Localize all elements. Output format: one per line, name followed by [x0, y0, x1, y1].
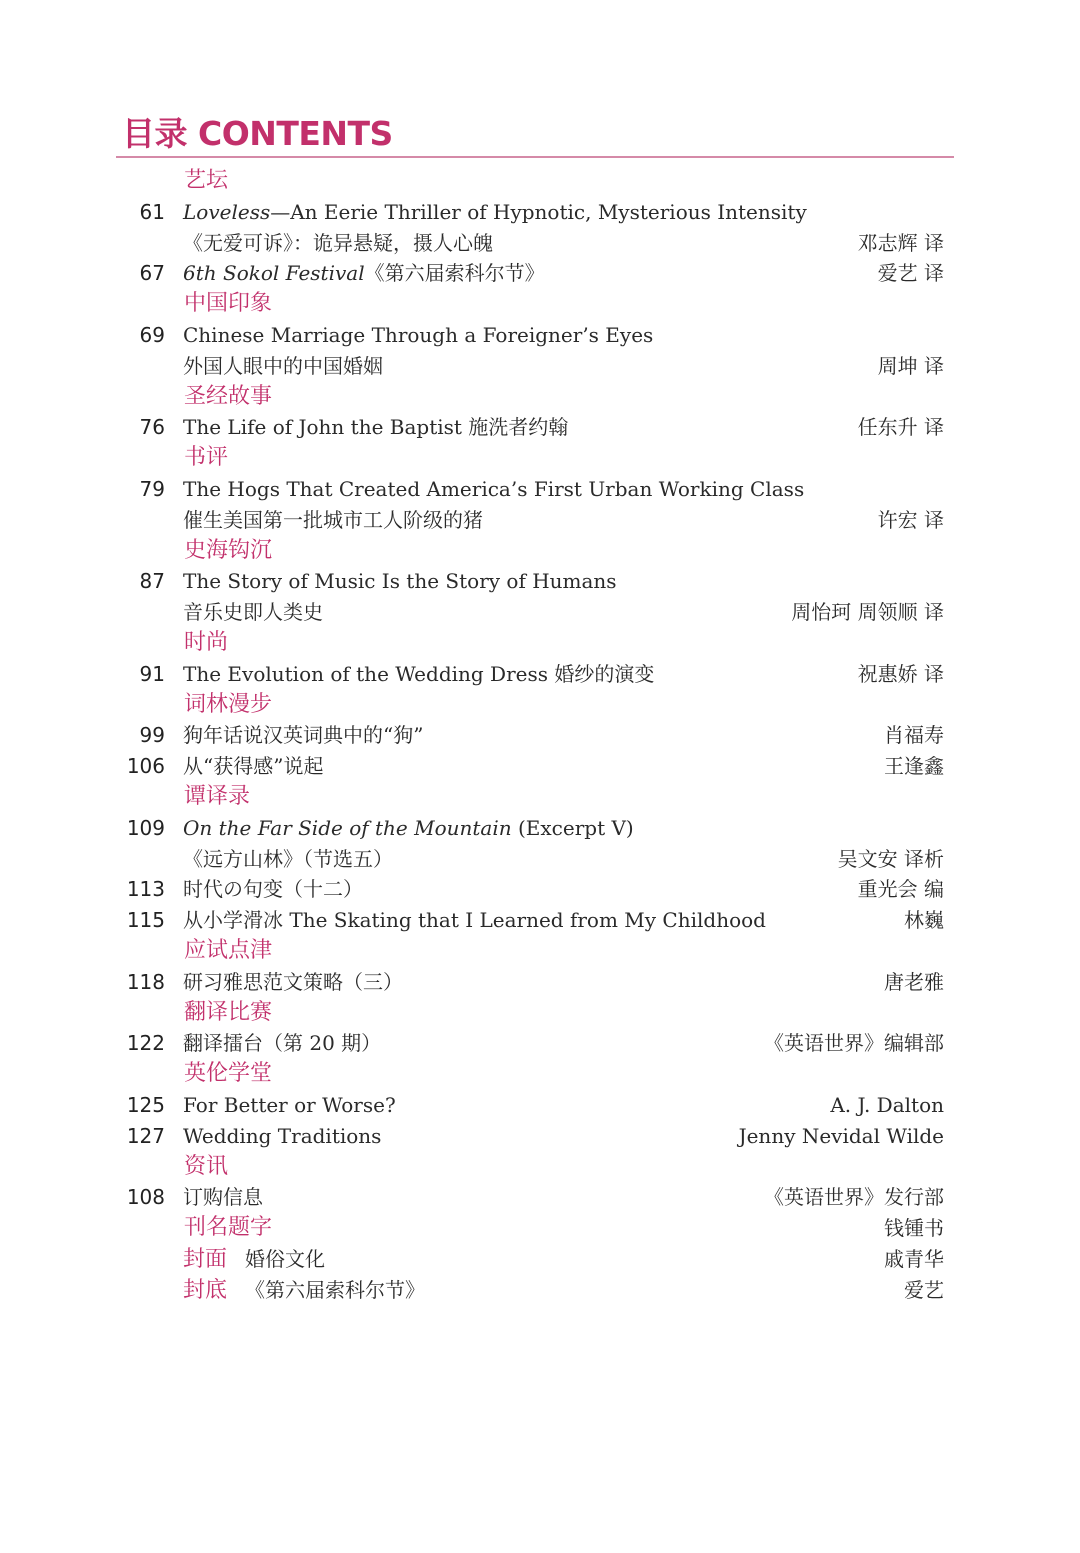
entry-title: For Better or Worse? [183, 1092, 396, 1117]
entry-author: 肖福寿 [884, 723, 944, 748]
entry-author: 吴文安 译析 [837, 846, 944, 871]
toc-entry[interactable] [0, 967, 1080, 998]
page-number: 108 [126, 1185, 165, 1210]
entry-title: The Story of Music Is the Story of Humans [183, 569, 617, 594]
entry-title-italic: Loveless [183, 199, 271, 224]
entry-author: 周怡珂 周领顺 译 [791, 600, 944, 625]
credit-author: 爱艺 [904, 1277, 944, 1302]
toc-entry[interactable] [0, 197, 1080, 228]
toc-entry-cont [0, 844, 1080, 875]
entry-title: 狗年话说汉英词典中的“狗” [183, 723, 424, 748]
entry-title: The Hogs That Created America’s First Urban Working Class [183, 476, 805, 501]
section-heading: 谭译录 [184, 783, 251, 809]
section-heading-row [0, 382, 1080, 413]
toc-entry[interactable] [0, 659, 1080, 690]
entry-author: 林巍 [904, 908, 944, 933]
toc-entry[interactable] [0, 1028, 1080, 1059]
toc-entry[interactable] [0, 720, 1080, 751]
toc-entry[interactable] [0, 905, 1080, 936]
toc-entry[interactable] [0, 1090, 1080, 1121]
page-number: 69 [139, 322, 165, 347]
entry-author: 《英语世界》发行部 [764, 1185, 944, 1210]
toc-entry[interactable] [0, 751, 1080, 782]
page-number: 99 [139, 723, 165, 748]
credit-author: 戚青华 [884, 1246, 944, 1271]
page-number: 109 [126, 815, 165, 840]
toc-entry[interactable] [0, 1121, 1080, 1152]
toc-entry[interactable] [0, 258, 1080, 289]
entry-author: A. J. Dalton [830, 1092, 944, 1117]
entry-title-rest: 《第六届索科尔节》 [364, 261, 545, 286]
entry-title: 订购信息 [183, 1185, 263, 1210]
entry-title: Chinese Marriage Through a Foreigner’s Eyes [183, 322, 654, 347]
credit-author: 钱锺书 [884, 1216, 944, 1241]
section-heading-row [0, 998, 1080, 1029]
entry-author: 王逢鑫 [884, 754, 944, 779]
page-number: 125 [126, 1092, 165, 1117]
page-number: 87 [139, 569, 165, 594]
section-heading-row [0, 782, 1080, 813]
entry-title-italic: 6th Sokol Festival [183, 261, 365, 286]
page-title: 目录 CONTENTS [122, 114, 393, 153]
page-number: 115 [126, 908, 165, 933]
page-number: 122 [126, 1031, 165, 1056]
section-heading-row [0, 628, 1080, 659]
page-number: 118 [126, 969, 165, 994]
section-heading-row [0, 936, 1080, 967]
section-heading: 中国印象 [184, 291, 273, 317]
entry-title: 翻译擂台（第 20 期） [183, 1031, 382, 1056]
entry-subtitle: 《无爱可诉》：诡异悬疑，摄人心魄 [183, 230, 493, 255]
entry-author: 邓志辉 译 [857, 230, 944, 255]
section-heading-row [0, 690, 1080, 721]
table-of-contents [0, 166, 1080, 1305]
credit-row [0, 1244, 1080, 1275]
entry-author: 《英语世界》编辑部 [764, 1031, 944, 1056]
entry-author: 周坤 译 [877, 353, 944, 378]
toc-entry[interactable] [0, 566, 1080, 597]
toc-entry[interactable] [0, 474, 1080, 505]
toc-entry-cont [0, 597, 1080, 628]
cover-label: 封面 [183, 1246, 228, 1272]
page-number: 76 [139, 415, 165, 440]
page-number: 79 [139, 476, 165, 501]
entry-subtitle: 外国人眼中的中国婚姻 [183, 353, 383, 378]
section-heading: 应试点津 [184, 937, 273, 963]
entry-title: The Evolution of the Wedding Dress 婚纱的演变 [183, 661, 655, 686]
entry-title [183, 197, 807, 227]
page-number: 106 [126, 754, 165, 779]
entry-subtitle: 《远方山林》（节选五） [183, 846, 393, 871]
page-number: 113 [126, 877, 165, 902]
section-heading: 刊名题字 [184, 1215, 273, 1241]
entry-title: The Life of John the Baptist 施洗者约翰 [183, 415, 569, 440]
section-heading: 史海钩沉 [184, 537, 273, 563]
toc-entry-cont [0, 228, 1080, 259]
toc-entry[interactable] [0, 813, 1080, 844]
entry-author: 重光会 编 [857, 877, 944, 902]
entry-title-rest: (Excerpt V) [511, 815, 634, 840]
credit-row [0, 1213, 1080, 1244]
entry-author: 许宏 译 [877, 507, 944, 532]
entry-title [183, 813, 634, 843]
entry-title: 从“获得感”说起 [183, 754, 324, 779]
toc-entry[interactable] [0, 412, 1080, 443]
entry-title: 研习雅思范文策略（三） [183, 969, 403, 994]
entry-author: 任东升 译 [857, 415, 944, 440]
section-heading-row [0, 443, 1080, 474]
section-heading: 艺坛 [184, 168, 229, 193]
entry-author: 爱艺 译 [877, 261, 944, 286]
back-cover-title: 《第六届索科尔节》 [245, 1277, 426, 1302]
toc-entry[interactable] [0, 874, 1080, 905]
cover-title: 婚俗文化 [245, 1246, 326, 1271]
entry-title: 从小学滑冰 The Skating that I Learned from My Childhood [183, 908, 766, 933]
page-number: 61 [139, 199, 165, 224]
section-heading: 英伦学堂 [184, 1061, 273, 1087]
toc-entry[interactable] [0, 1182, 1080, 1213]
section-heading-row [0, 289, 1080, 320]
title-divider [116, 156, 954, 158]
entry-author: Jenny Nevidal Wilde [738, 1123, 944, 1148]
section-heading: 资讯 [184, 1153, 229, 1179]
toc-entry[interactable] [0, 320, 1080, 351]
section-heading: 词林漫步 [184, 691, 273, 717]
entry-title: 时代の句变（十二） [183, 877, 363, 902]
entry-title [183, 258, 545, 288]
entry-title: Wedding Traditions [183, 1123, 382, 1148]
entry-title-rest: —An Eerie Thriller of Hypnotic, Mysterious Intensity [270, 199, 807, 224]
section-heading: 翻译比赛 [184, 999, 273, 1025]
credit-line [183, 1275, 425, 1306]
entry-author: 唐老雅 [884, 969, 944, 994]
section-heading-row [0, 1059, 1080, 1090]
back-cover-label: 封底 [183, 1277, 228, 1303]
entry-title-italic: On the Far Side of the Mountain [183, 815, 512, 840]
section-heading-row [0, 1152, 1080, 1183]
section-heading-row [0, 166, 1080, 197]
section-heading: 圣经故事 [184, 383, 273, 409]
credit-line [183, 1244, 325, 1275]
page-number: 127 [126, 1123, 165, 1148]
toc-entry-cont [0, 505, 1080, 536]
credit-row [0, 1275, 1080, 1306]
section-heading: 书评 [184, 445, 229, 471]
entry-subtitle: 催生美国第一批城市工人阶级的猪 [183, 507, 483, 532]
toc-entry-cont [0, 351, 1080, 382]
page-number: 91 [139, 661, 165, 686]
page-number: 67 [139, 261, 165, 286]
entry-author: 祝惠娇 译 [857, 661, 944, 686]
section-heading-row [0, 536, 1080, 567]
entry-subtitle: 音乐史即人类史 [183, 600, 323, 625]
section-heading: 时尚 [184, 629, 229, 655]
